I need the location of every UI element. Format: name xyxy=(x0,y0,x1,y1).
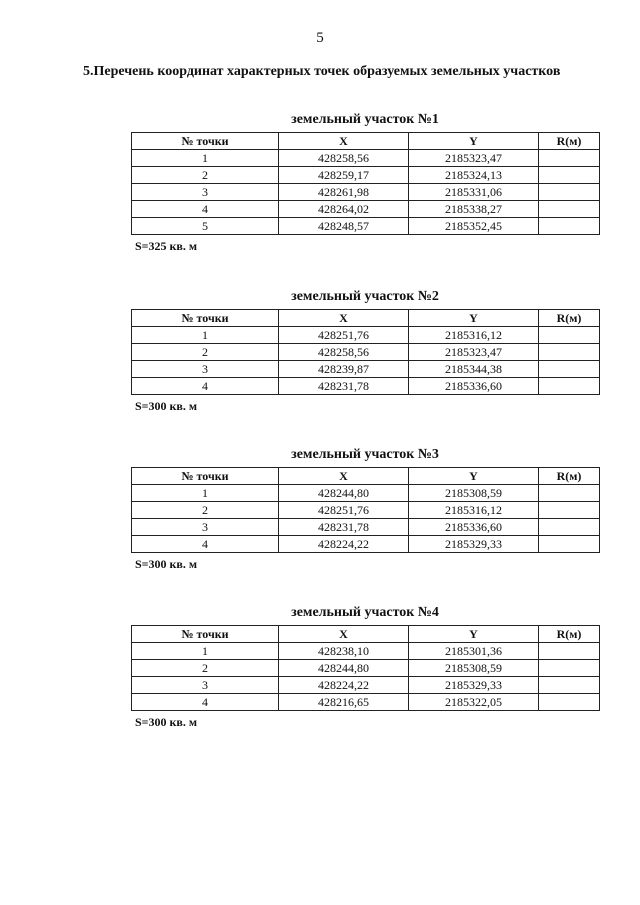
table-cell: 2185352,45 xyxy=(409,218,539,235)
parcel-title: земельный участок №1 xyxy=(291,112,439,127)
table-cell: 2 xyxy=(132,344,279,361)
table-row xyxy=(132,536,600,553)
table-row xyxy=(132,218,600,235)
table-cell: 428224,22 xyxy=(279,536,409,553)
table-cell xyxy=(539,218,600,235)
table-row xyxy=(132,327,600,344)
table-header-row xyxy=(132,310,600,327)
column-header: № точки xyxy=(132,468,279,485)
table-cell xyxy=(539,677,600,694)
coordinates-table xyxy=(131,309,600,395)
section-heading: 5.Перечень координат характерных точек образуемых земельных участков xyxy=(83,64,561,79)
table-cell xyxy=(539,643,600,660)
table-row xyxy=(132,361,600,378)
table-cell xyxy=(539,201,600,218)
table-cell: 428251,76 xyxy=(279,502,409,519)
table-row xyxy=(132,378,600,395)
parcel-title: земельный участок №3 xyxy=(291,447,439,462)
table-cell: 2185322,05 xyxy=(409,694,539,711)
parcel-section-4 xyxy=(131,605,599,730)
table-cell: 2 xyxy=(132,167,279,184)
table-cell: 428231,78 xyxy=(279,519,409,536)
table-row xyxy=(132,694,600,711)
column-header: Y xyxy=(409,133,539,150)
coordinates-table xyxy=(131,467,600,553)
table-header-row xyxy=(132,468,600,485)
table-cell: 1 xyxy=(132,485,279,502)
parcel-section-1 xyxy=(131,112,599,254)
table-cell: 2185324,13 xyxy=(409,167,539,184)
parcel-section-3 xyxy=(131,447,599,572)
table-cell: 428259,17 xyxy=(279,167,409,184)
page-number: 5 xyxy=(316,30,324,46)
column-header: № точки xyxy=(132,626,279,643)
table-cell: 2185336,60 xyxy=(409,378,539,395)
table-cell: 1 xyxy=(132,327,279,344)
table-row xyxy=(132,201,600,218)
table-row xyxy=(132,519,600,536)
table-cell: 1 xyxy=(132,150,279,167)
table-cell xyxy=(539,327,600,344)
table-cell xyxy=(539,184,600,201)
table-row xyxy=(132,660,600,677)
table-cell: 2185344,38 xyxy=(409,361,539,378)
column-header: X xyxy=(279,468,409,485)
column-header: R(м) xyxy=(539,133,600,150)
column-header: № точки xyxy=(132,133,279,150)
table-cell: 428239,87 xyxy=(279,361,409,378)
table-cell: 5 xyxy=(132,218,279,235)
column-header: X xyxy=(279,133,409,150)
column-header: X xyxy=(279,626,409,643)
column-header: Y xyxy=(409,310,539,327)
table-cell: 2185331,06 xyxy=(409,184,539,201)
table-cell xyxy=(539,344,600,361)
table-cell xyxy=(539,167,600,184)
table-cell: 428244,80 xyxy=(279,660,409,677)
table-cell: 428244,80 xyxy=(279,485,409,502)
table-cell: 2185308,59 xyxy=(409,485,539,502)
table-row xyxy=(132,344,600,361)
table-cell xyxy=(539,485,600,502)
table-cell: 2185329,33 xyxy=(409,677,539,694)
parcel-area: S=300 кв. м xyxy=(135,557,198,571)
table-cell: 428251,76 xyxy=(279,327,409,344)
table-cell: 2185336,60 xyxy=(409,519,539,536)
table-cell: 3 xyxy=(132,519,279,536)
table-cell: 428258,56 xyxy=(279,150,409,167)
table-cell: 2 xyxy=(132,660,279,677)
parcel-area: S=300 кв. м xyxy=(135,715,198,729)
column-header: X xyxy=(279,310,409,327)
parcel-title: земельный участок №2 xyxy=(291,289,439,304)
parcel-area: S=300 кв. м xyxy=(135,399,198,413)
table-header-row xyxy=(132,133,600,150)
table-cell: 428224,22 xyxy=(279,677,409,694)
table-cell: 4 xyxy=(132,536,279,553)
parcel-area: S=325 кв. м xyxy=(135,239,198,253)
table-header-row xyxy=(132,626,600,643)
table-cell: 428216,65 xyxy=(279,694,409,711)
table-cell: 3 xyxy=(132,184,279,201)
column-header: R(м) xyxy=(539,626,600,643)
table-cell: 428231,78 xyxy=(279,378,409,395)
table-cell: 1 xyxy=(132,643,279,660)
table-cell: 2185308,59 xyxy=(409,660,539,677)
table-row xyxy=(132,502,600,519)
table-cell: 2185316,12 xyxy=(409,327,539,344)
column-header: Y xyxy=(409,626,539,643)
parcel-title: земельный участок №4 xyxy=(291,605,439,620)
table-cell xyxy=(539,361,600,378)
table-cell: 428248,57 xyxy=(279,218,409,235)
table-cell xyxy=(539,519,600,536)
table-cell: 2185301,36 xyxy=(409,643,539,660)
column-header: Y xyxy=(409,468,539,485)
table-cell: 2185316,12 xyxy=(409,502,539,519)
table-cell: 4 xyxy=(132,694,279,711)
parcel-section-2 xyxy=(131,289,599,414)
table-cell: 2 xyxy=(132,502,279,519)
table-row xyxy=(132,677,600,694)
table-cell: 4 xyxy=(132,201,279,218)
table-cell: 3 xyxy=(132,677,279,694)
table-cell: 2185329,33 xyxy=(409,536,539,553)
table-row xyxy=(132,643,600,660)
coordinates-table xyxy=(131,625,600,711)
table-cell xyxy=(539,536,600,553)
table-cell: 2185323,47 xyxy=(409,150,539,167)
table-row xyxy=(132,150,600,167)
table-cell: 428258,56 xyxy=(279,344,409,361)
table-cell xyxy=(539,150,600,167)
table-cell: 428261,98 xyxy=(279,184,409,201)
table-cell: 2185338,27 xyxy=(409,201,539,218)
coordinates-table xyxy=(131,132,600,235)
table-row xyxy=(132,184,600,201)
table-cell xyxy=(539,660,600,677)
column-header: № точки xyxy=(132,310,279,327)
table-cell: 2185323,47 xyxy=(409,344,539,361)
table-row xyxy=(132,485,600,502)
table-cell xyxy=(539,694,600,711)
table-cell xyxy=(539,502,600,519)
table-cell: 4 xyxy=(132,378,279,395)
table-cell: 3 xyxy=(132,361,279,378)
table-cell: 428238,10 xyxy=(279,643,409,660)
column-header: R(м) xyxy=(539,468,600,485)
column-header: R(м) xyxy=(539,310,600,327)
table-cell xyxy=(539,378,600,395)
table-row xyxy=(132,167,600,184)
table-cell: 428264,02 xyxy=(279,201,409,218)
